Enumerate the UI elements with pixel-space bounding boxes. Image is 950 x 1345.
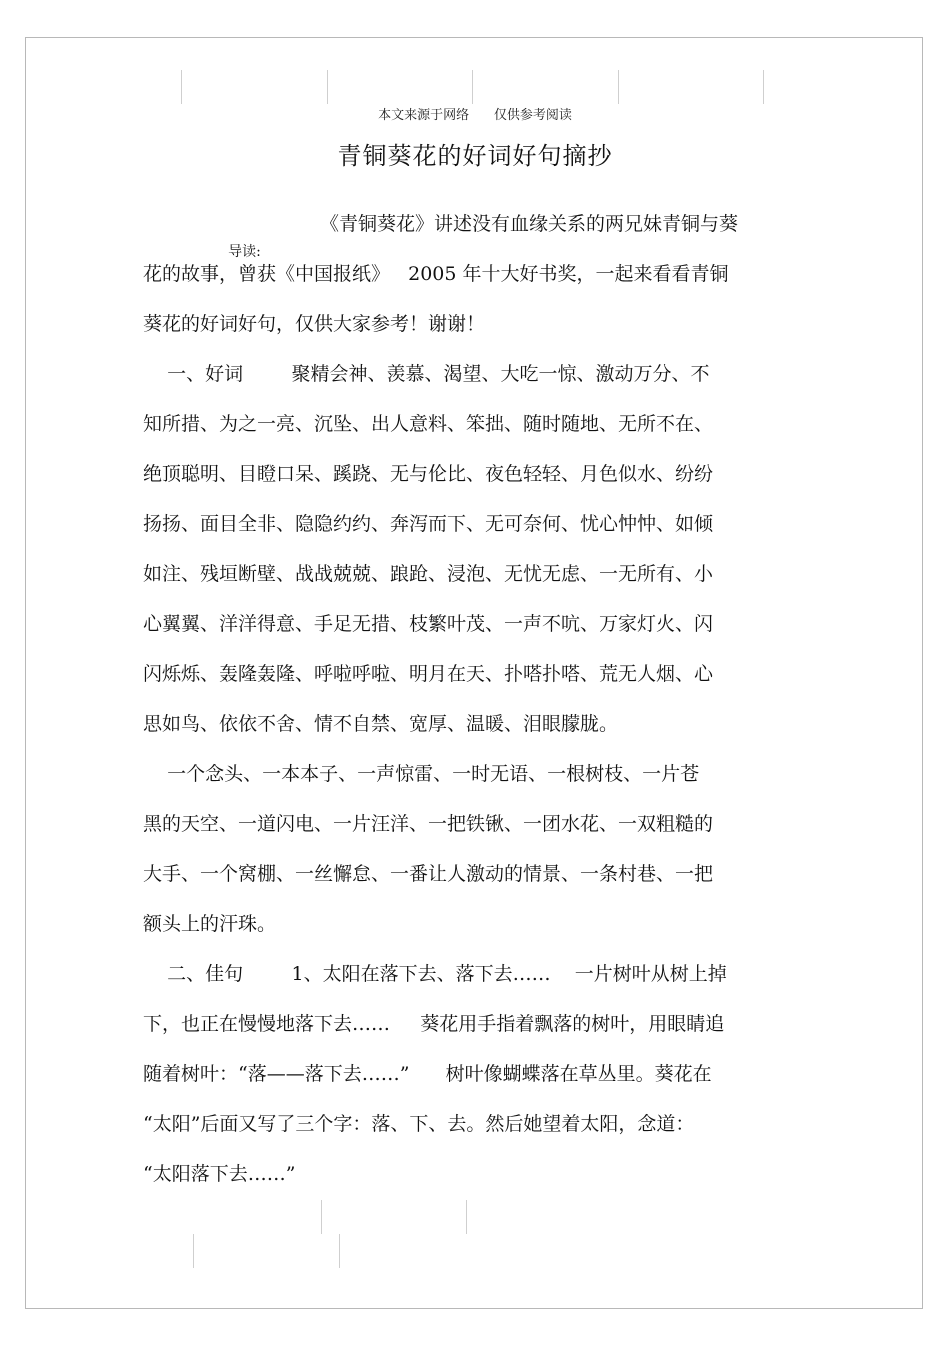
paragraph-line: 思如鸟、依依不舍、情不自禁、宽厚、温暖、泪眼朦胧。: [143, 713, 619, 735]
decorative-divider: [321, 1200, 322, 1234]
paragraph-line: 下，也正在慢慢地落下去…… 葵花用手指着飘落的树叶，用眼睛追: [143, 1013, 725, 1035]
paragraph-line: 随着树叶：“落——落下去……” 树叶像蝴蝶落在草丛里。葵花在: [143, 1063, 712, 1085]
source-note: 本文来源于网络 仅供参考阅读: [378, 108, 572, 123]
decorative-divider: [466, 1200, 467, 1234]
intro-line: [216, 211, 261, 265]
paragraph-line: 绝顶聪明、目瞪口呆、蹊跷、无与伦比、夜色轻轻、月色似水、纷纷: [143, 463, 714, 485]
paragraph-line: 额头上的汗珠。: [143, 913, 277, 935]
intro-label: 导读:: [228, 244, 261, 260]
decorative-divider: [763, 70, 764, 104]
paragraph-line: 心翼翼、洋洋得意、手足无措、枝繁叶茂、一声不吭、万家灯火、闪: [143, 613, 714, 635]
decorative-divider: [181, 70, 182, 104]
paragraph-line: 扬扬、面目全非、隐隐约约、奔泻而下、无可奈何、忧心忡忡、如倾: [143, 513, 714, 535]
decorative-divider: [618, 70, 619, 104]
intro-line: 花的故事，曾获《中国报纸》 2005 年十大好书奖，一起来看看青铜: [143, 263, 729, 285]
paragraph-line: 一、好词 聚精会神、羡慕、渴望、大吃一惊、激动万分、不: [143, 363, 710, 385]
paragraph-line: 如注、残垣断壁、战战兢兢、踉跄、浸泡、无忧无虑、一无所有、小: [143, 563, 714, 585]
paragraph-line: “太阳落下去……”: [143, 1163, 296, 1185]
decorative-divider: [472, 70, 473, 104]
paragraph-line: 大手、一个窝棚、一丝懈怠、一番让人激动的情景、一条村巷、一把: [143, 863, 714, 885]
decorative-divider: [327, 70, 328, 104]
decorative-divider: [339, 1234, 340, 1268]
paragraph-line: 闪烁烁、轰隆轰隆、呼啦呼啦、明月在天、扑嗒扑嗒、荒无人烟、心: [143, 663, 714, 685]
paragraph-line: 二、佳句 1、太阳在落下去、落下去…… 一片树叶从树上掉: [143, 963, 727, 985]
intro-line: 《青铜葵花》讲述没有血缘关系的两兄妹青铜与葵: [320, 213, 739, 235]
paragraph-line: 知所措、为之一亮、沉坠、出人意料、笨拙、随时随地、无所不在、: [143, 413, 714, 435]
intro-line: 葵花的好词好句，仅供大家参考！谢谢！: [143, 313, 486, 335]
page-title: 青铜葵花的好词好句摘抄: [337, 142, 613, 170]
decorative-divider: [193, 1234, 194, 1268]
paragraph-line: 一个念头、一本本子、一声惊雷、一时无语、一根树枝、一片苍: [143, 763, 700, 785]
paragraph-line: “太阳”后面又写了三个字：落、下、去。然后她望着太阳，念道：: [143, 1113, 695, 1135]
paragraph-line: 黑的天空、一道闪电、一片汪洋、一把铁锹、一团水花、一双粗糙的: [143, 813, 714, 835]
